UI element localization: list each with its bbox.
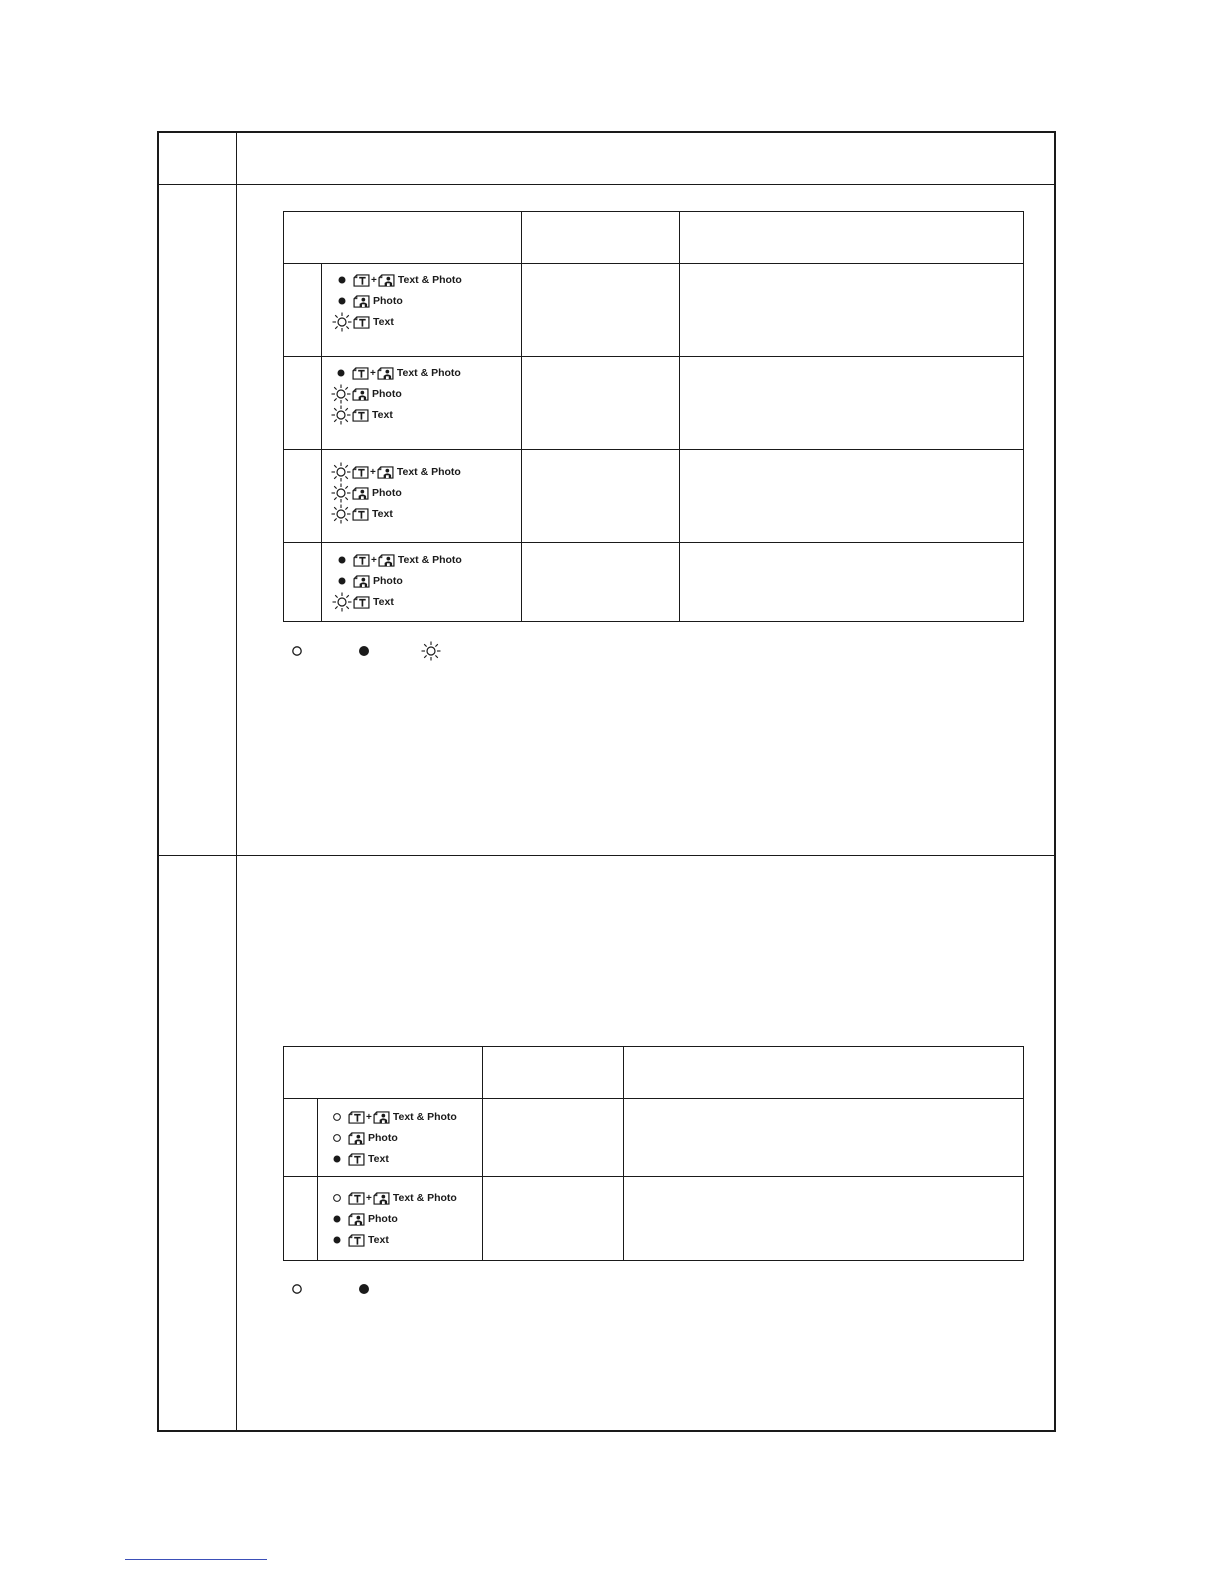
text-entry [326,1231,457,1249]
photo-doc-icon [352,388,369,401]
led-on-icon [334,366,348,380]
table-1-legend [287,641,457,661]
text-doc-icon [353,274,370,287]
text-entry [330,406,461,424]
table-2-header-divider [283,1098,1024,1099]
mode-label-text: Text [372,508,393,520]
text-doc-icon [352,409,369,422]
photo-doc-icon [353,575,370,588]
mode-label-photo: Photo [373,295,403,307]
led-on-icon [335,294,349,308]
led-blink-icon [331,504,351,524]
table-1-header-divider [283,263,1024,264]
text-doc-icon [353,316,370,329]
text-photo-entry: + Text & Photo [326,1108,457,1126]
led-blink-icon [331,405,351,425]
photo-entry [331,572,462,590]
legend-led-off-icon [287,641,307,661]
text-entry [331,593,462,611]
led-blink-icon [332,312,352,332]
table-1-row-number-divider [321,263,322,622]
mode-label-photo: Photo [368,1132,398,1144]
photo-entry [326,1210,457,1228]
mode-label-text-photo: Text & Photo [397,274,462,286]
legend-led-off-icon [287,1279,307,1299]
table-2-row-number-divider [317,1098,318,1261]
photo-entry [330,484,461,502]
photo-entry [326,1129,457,1147]
photo-doc-icon [348,1213,365,1226]
text-entry [326,1150,457,1168]
photo-doc-icon [378,274,395,287]
legend-led-blink-icon [421,641,441,661]
led-on-icon [330,1212,344,1226]
led-off-icon [329,1190,345,1206]
mode-label-text: Text [373,316,394,328]
led-off-icon [329,1130,345,1146]
text-doc-icon [348,1192,365,1205]
photo-doc-icon [352,487,369,500]
text-doc-icon [352,367,369,380]
table-1-row-4-indicators [331,551,462,611]
table-2-row-2-indicators [326,1189,457,1249]
led-blink-icon [331,462,351,482]
mode-label-photo: Photo [372,487,402,499]
section-divider [157,855,1056,856]
text-doc-icon [353,554,370,567]
table-1-row-2-indicators [330,364,461,424]
text-doc-icon [348,1153,365,1166]
mode-label-text: Text [373,596,394,608]
table-1-row-divider [283,356,1024,357]
mode-label-text-photo: Text & Photo [396,466,461,478]
photo-doc-icon [353,295,370,308]
led-on-icon [330,1152,344,1166]
footer-rule [125,1559,267,1560]
table-2-col-divider-2 [623,1046,624,1261]
legend-led-on-icon [354,641,374,661]
led-off-icon [329,1109,345,1125]
led-blink-icon [331,483,351,503]
legend-led-on-icon [354,1279,374,1299]
table-2-row-divider [283,1176,1024,1177]
mode-label-text-photo: Text & Photo [396,367,461,379]
text-doc-icon [353,596,370,609]
led-blink-icon [332,592,352,612]
text-entry [330,505,461,523]
text-doc-icon [352,508,369,521]
mode-label-photo: Photo [368,1213,398,1225]
photo-doc-icon [377,367,394,380]
left-column-divider [236,131,237,1432]
table-2-legend [287,1279,387,1299]
photo-doc-icon [378,554,395,567]
text-photo-entry: + Text & Photo [330,364,461,382]
photo-doc-icon [373,1192,390,1205]
led-blink-icon [331,384,351,404]
mode-label-text-photo: Text & Photo [392,1111,457,1123]
photo-doc-icon [377,466,394,479]
text-photo-entry: + Text & Photo [330,463,461,481]
text-photo-entry: + Text & Photo [326,1189,457,1207]
mode-label-text-photo: Text & Photo [392,1192,457,1204]
table-2-col-divider-1 [482,1046,483,1261]
table-2-row-1-indicators [326,1108,457,1168]
text-entry [331,313,462,331]
table-1-row-divider [283,542,1024,543]
led-on-icon [330,1233,344,1247]
led-on-icon [335,553,349,567]
led-on-icon [335,273,349,287]
text-doc-icon [348,1111,365,1124]
photo-entry [330,385,461,403]
text-photo-entry: + Text & Photo [331,551,462,569]
mode-label-photo: Photo [373,575,403,587]
text-photo-entry: + Text & Photo [331,271,462,289]
table-1-row-1-indicators [331,271,462,331]
mode-label-photo: Photo [372,388,402,400]
mode-label-text-photo: Text & Photo [397,554,462,566]
photo-doc-icon [348,1132,365,1145]
mode-label-text: Text [372,409,393,421]
led-on-icon [335,574,349,588]
table-1-col-divider-1 [521,211,522,622]
photo-doc-icon [373,1111,390,1124]
table-1-row-divider [283,449,1024,450]
table-1-col-divider-2 [679,211,680,622]
mode-label-text: Text [368,1153,389,1165]
photo-entry [331,292,462,310]
text-doc-icon [352,466,369,479]
header-row-divider [157,184,1056,185]
mode-label-text: Text [368,1234,389,1246]
table-1-row-3-indicators [330,463,461,523]
text-doc-icon [348,1234,365,1247]
